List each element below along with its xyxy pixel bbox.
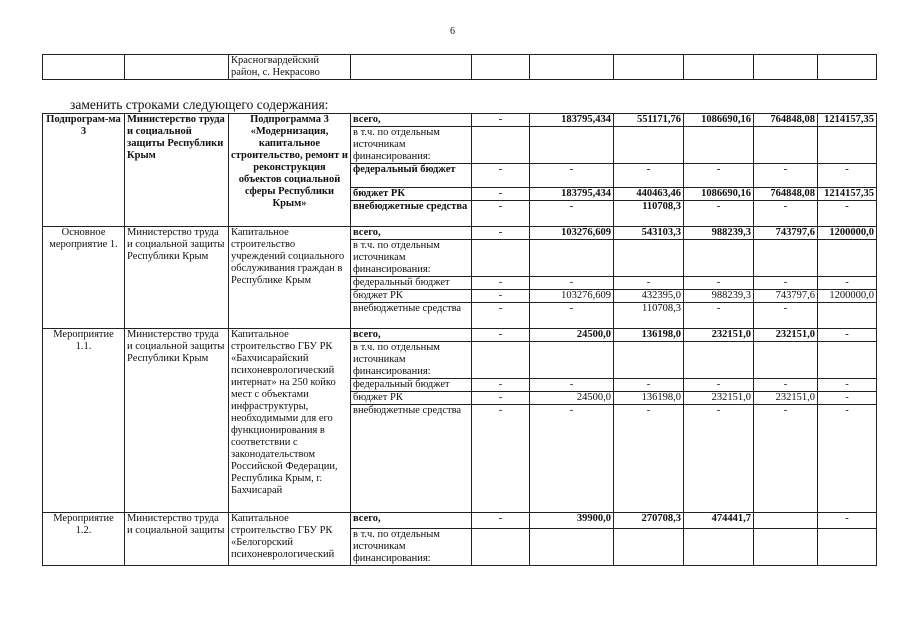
value-cell-c4: 988239,3 [684,290,754,303]
source-label-cell: всего, [351,513,472,529]
table-row [43,513,877,529]
value-cell-c3: 551171,76 [614,114,684,127]
value-cell-c2 [530,240,614,277]
value-cell-c2: - [530,277,614,290]
page-number: 6 [450,26,455,37]
financing-table [42,113,877,566]
value-cell-c1: - [472,114,530,127]
value-cell-c2: 103276,609 [530,290,614,303]
value-cell-c5 [754,240,818,277]
value-cell-c6: - [818,329,877,342]
source-label-cell: в т.ч. по отдельным источникам финансирования: [351,529,472,566]
value-cell-c6: - [818,513,877,529]
source-label-cell: внебюджетные средства [351,303,472,329]
value-cell-c6 [818,303,877,329]
value-cell-c6 [818,127,877,164]
table-row [43,114,877,127]
value-cell-c1 [472,342,530,379]
value-cell-c2: 103276,609 [530,227,614,240]
value-cell-c2: 24500,0 [530,392,614,405]
value-cell-c5: - [754,405,818,513]
source-label-cell: бюджет РК [351,188,472,201]
cell-empty [530,55,614,80]
table-row [43,227,877,240]
value-cell-c3: 110708,3 [614,303,684,329]
executor-cell: Министерство труда и социальной защиты Республики Крым [125,329,229,513]
value-cell-c3: - [614,277,684,290]
cell-empty [43,55,125,80]
value-cell-c2: - [530,405,614,513]
value-cell-c3 [614,342,684,379]
value-cell-c5 [754,342,818,379]
value-cell-c6 [818,342,877,379]
program-name-cell: Мероприятие 1.2. [43,513,125,566]
value-cell-c1: - [472,290,530,303]
value-cell-c4 [684,127,754,164]
value-cell-c2: 24500,0 [530,329,614,342]
source-label-cell: в т.ч. по отдельным источникам финансирования: [351,127,472,164]
description-cell: Капитальное строительство ГБУ РК «Белогорский психоневрологический [229,513,351,566]
value-cell-c6: - [818,405,877,513]
value-cell-c3: 440463,46 [614,188,684,201]
value-cell-c6: - [818,379,877,392]
source-label-cell: федеральный бюджет [351,379,472,392]
value-cell-c3: 136198,0 [614,329,684,342]
source-label-cell: внебюджетные средства [351,405,472,513]
source-label-cell: всего, [351,227,472,240]
value-cell-c2: - [530,379,614,392]
value-cell-c5 [754,529,818,566]
value-cell-c3: - [614,164,684,188]
program-name-cell: Мероприятие 1.1. [43,329,125,513]
value-cell-c4: 474441,7 [684,513,754,529]
value-cell-c6: - [818,164,877,188]
intro-text: заменить строками следующего содержания: [70,97,329,112]
value-cell-c5: 764848,08 [754,114,818,127]
description-cell: Подпрограмма 3 «Модернизация, капитальное строительство, ремонт и реконструкция объектов социальной сферы Республики Крым» [229,114,351,227]
source-label-cell: всего, [351,114,472,127]
value-cell-c6 [818,529,877,566]
description-cell: Капитальное строительство учреждений социального обслуживания граждан в Республике Крым [229,227,351,329]
value-cell-c1: - [472,227,530,240]
value-cell-c6: - [818,277,877,290]
value-cell-c4: 1086690,16 [684,188,754,201]
value-cell-c4: 232151,0 [684,329,754,342]
value-cell-c1 [472,127,530,164]
value-cell-c3 [614,240,684,277]
value-cell-c3: 136198,0 [614,392,684,405]
value-cell-c1: - [472,392,530,405]
value-cell-c5: - [754,277,818,290]
value-cell-c5: 764848,08 [754,188,818,201]
value-cell-c5 [754,513,818,529]
value-cell-c1: - [472,277,530,290]
value-cell-c3 [614,127,684,164]
executor-cell: Министерство труда и социальной защиты Республики Крым [125,227,229,329]
value-cell-c3: - [614,379,684,392]
source-label-cell: в т.ч. по отдельным источникам финансирования: [351,240,472,277]
cell-empty [614,55,684,80]
cell-empty [818,55,877,80]
value-cell-c5: 743797,6 [754,227,818,240]
value-cell-c4: - [684,303,754,329]
value-cell-c6: - [818,201,877,227]
value-cell-c2: - [530,303,614,329]
value-cell-c2: - [530,201,614,227]
value-cell-c3 [614,529,684,566]
executor-cell: Министерство труда и социальной защиты [125,513,229,566]
value-cell-c2 [530,342,614,379]
value-cell-c2: 39900,0 [530,513,614,529]
value-cell-c1: - [472,379,530,392]
value-cell-c1: - [472,405,530,513]
cell-empty [684,55,754,80]
value-cell-c6: 1200000,0 [818,227,877,240]
value-cell-c4: - [684,405,754,513]
cell-empty [472,55,530,80]
value-cell-c3: 432395,0 [614,290,684,303]
value-cell-c1: - [472,164,530,188]
value-cell-c4 [684,240,754,277]
value-cell-c5 [754,127,818,164]
value-cell-c6: 1200000,0 [818,290,877,303]
value-cell-c4: - [684,201,754,227]
value-cell-c4: 988239,3 [684,227,754,240]
cell-empty [351,55,472,80]
value-cell-c6: - [818,392,877,405]
cell-empty [125,55,229,80]
value-cell-c5: 232151,0 [754,329,818,342]
value-cell-c2: 183795,434 [530,188,614,201]
value-cell-c5: - [754,303,818,329]
source-label-cell: федеральный бюджет [351,164,472,188]
value-cell-c2: - [530,164,614,188]
value-cell-c3: 543103,3 [614,227,684,240]
value-cell-c5: - [754,164,818,188]
executor-cell: Министерство труда и социальной защиты Республики Крым [125,114,229,227]
source-label-cell: в т.ч. по отдельным источникам финансирования: [351,342,472,379]
value-cell-c1 [472,529,530,566]
value-cell-c4 [684,342,754,379]
value-cell-c6 [818,240,877,277]
value-cell-c1: - [472,201,530,227]
value-cell-c4: - [684,164,754,188]
value-cell-c1 [472,240,530,277]
value-cell-c1: - [472,303,530,329]
value-cell-c4: 1086690,16 [684,114,754,127]
source-label-cell: бюджет РК [351,392,472,405]
value-cell-c1: - [472,188,530,201]
source-label-cell: бюджет РК [351,290,472,303]
value-cell-c6: 1214157,35 [818,114,877,127]
table-row [43,329,877,342]
value-cell-c4: - [684,379,754,392]
value-cell-c3: - [614,405,684,513]
previous-table-row [42,54,877,80]
value-cell-c5: - [754,201,818,227]
description-cell: Капитальное строительство ГБУ РК «Бахчисарайский психоневрологический интернат» на 250 койко мест с объектами инфраструктуры, необходимыми для его функционирования в соответствии с законодательством Российской Федерации, Республика Крым, г. Бахчисарай [229,329,351,513]
value-cell-c4 [684,529,754,566]
value-cell-c2 [530,127,614,164]
program-name-cell: Основное мероприятие 1. [43,227,125,329]
cell-empty [754,55,818,80]
source-label-cell: внебюджетные средства [351,201,472,227]
value-cell-c1: - [472,329,530,342]
location-cell: Красногвардейский район, с. Некрасово [229,55,351,80]
value-cell-c2: 183795,434 [530,114,614,127]
value-cell-c6: 1214157,35 [818,188,877,201]
value-cell-c4: - [684,277,754,290]
value-cell-c5: 743797,6 [754,290,818,303]
value-cell-c3: 270708,3 [614,513,684,529]
value-cell-c3: 110708,3 [614,201,684,227]
value-cell-c5: - [754,379,818,392]
value-cell-c2 [530,529,614,566]
value-cell-c1: - [472,513,530,529]
program-name-cell: Подпрограм-ма 3 [43,114,125,227]
value-cell-c5: 232151,0 [754,392,818,405]
value-cell-c4: 232151,0 [684,392,754,405]
source-label-cell: всего, [351,329,472,342]
source-label-cell: федеральный бюджет [351,277,472,290]
